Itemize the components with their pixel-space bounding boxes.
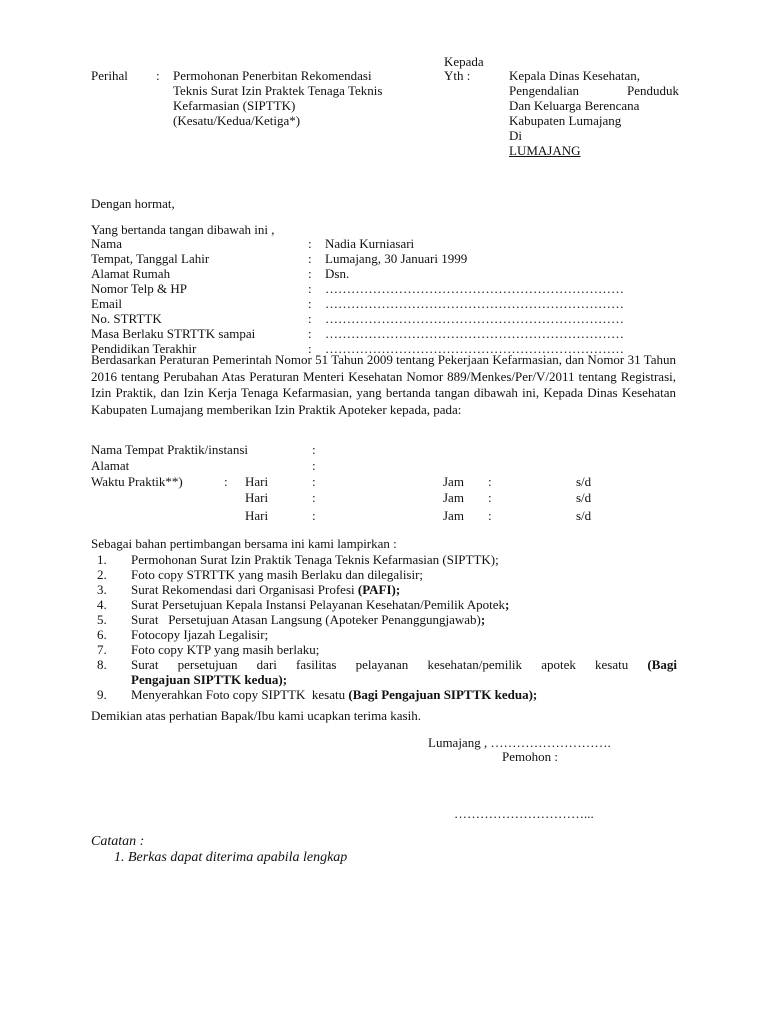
field-colon: : — [308, 326, 312, 341]
practice-table — [91, 442, 691, 522]
recipient-line: Kepala Dinas Kesehatan, — [509, 68, 641, 83]
list-item: 3. Surat Rekomendasi dari Organisasi Profesi (PAFI); — [97, 582, 401, 597]
applicant-table — [91, 236, 691, 356]
list-item: 8. Surat persetujuan dari fasilitas pelayanan kesehatan/pemilik apotek kesatu (Bagi Pengajuan SIPTTK kedua); — [97, 657, 677, 687]
alamat-label: Alamat — [91, 458, 130, 473]
jam-colon: : — [488, 490, 492, 505]
jam-colon: : — [488, 508, 492, 523]
applicant-row — [91, 251, 691, 266]
hari-label: Hari — [245, 474, 269, 489]
field-label: Nomor Telp & HP — [91, 281, 187, 296]
schedule-row — [91, 474, 691, 490]
recipient-line: Di — [509, 128, 522, 143]
subject-line: Permohonan Penerbitan Rekomendasi — [173, 68, 372, 83]
tempat-colon: : — [312, 442, 316, 457]
field-value: Lumajang, 30 Januari 1999 — [325, 251, 468, 266]
subject-line: Kefarmasian (SIPTTK) — [173, 98, 296, 113]
hari-colon: : — [312, 490, 316, 505]
field-value: Nadia Kurniasari — [325, 236, 415, 251]
practice-row — [91, 458, 691, 474]
hari-label: Hari — [245, 490, 269, 505]
jam-label: Jam — [443, 508, 464, 523]
recipient-block — [509, 68, 679, 158]
schedule-row — [91, 490, 691, 506]
applicant-row — [91, 326, 691, 341]
body-paragraph: Berdasarkan Peraturan Pemerintah Nomor 51 Tahun 2009 tentang Pekerjaan Kefarmasian, dan Nomor 31 Tahun 2016 tentang Perubahan Atas Peraturan Menteri Kesehatan Nomor 889/Menkes/Per/V/2011 tentang Registrasi, Izin Praktik, dan Izin Kerja Tenaga Kefarmasian, yang bertanda tangan dibawah ini, Kepada Dinas Kesehatan Kabupaten Lumajang memberikan Izin Praktik Apoteker kepada, pada: — [91, 352, 676, 417]
field-colon: : — [308, 296, 312, 311]
recipient-line: Kabupaten Lumajang — [509, 113, 622, 128]
applicant-row — [91, 266, 691, 281]
recipient-city: LUMAJANG — [509, 143, 581, 158]
sd-label: s/d — [576, 490, 592, 505]
field-colon: : — [308, 311, 312, 326]
practice-row — [91, 442, 691, 458]
kepada-label: Kepada — [444, 54, 484, 69]
attachments-list — [97, 552, 677, 702]
sd-label: s/d — [576, 508, 592, 523]
notes-item: 1. Berkas dapat diterima apabila lengkap — [114, 850, 348, 865]
waktu-label: Waktu Praktik**) — [91, 474, 183, 489]
waktu-colon: : — [224, 474, 228, 489]
signature-place-date: Lumajang , ………………………. — [428, 735, 611, 750]
jam-colon: : — [488, 474, 492, 489]
field-value: …………………………………………………………… — [325, 281, 624, 296]
field-value: Dsn. — [325, 266, 350, 281]
field-colon: : — [308, 281, 312, 296]
list-item: 5. Surat Persetujuan Atasan Langsung (Apoteker Penanggungjawab); — [97, 612, 486, 627]
field-value: …………………………………………………………… — [325, 341, 624, 356]
notes-title: Catatan : — [91, 834, 145, 849]
list-item: 1. Permohonan Surat Izin Praktik Tenaga Teknis Kefarmasian (SIPTTK); — [97, 552, 499, 567]
field-label: Nama — [91, 236, 123, 251]
jam-label: Jam — [443, 474, 464, 489]
list-item: 4. Surat Persetujuan Kepala Instansi Pelayanan Kesehatan/Pemilik Apotek; — [97, 597, 510, 612]
perihal-label: Perihal — [91, 68, 128, 83]
hari-label: Hari — [245, 508, 269, 523]
applicant-row — [91, 236, 691, 251]
salutation: Dengan hormat, — [91, 196, 175, 211]
field-colon: : — [308, 266, 312, 281]
intro-text: Yang bertanda tangan dibawah ini , — [91, 222, 275, 237]
field-label: Alamat Rumah — [91, 266, 171, 281]
field-value: …………………………………………………………… — [325, 326, 624, 341]
field-colon: : — [308, 236, 312, 251]
subject-block — [173, 68, 382, 128]
field-label: Email — [91, 296, 123, 311]
list-item: 7. Foto copy KTP yang masih berlaku; — [97, 642, 320, 657]
alamat-colon: : — [312, 458, 316, 473]
tempat-label: Nama Tempat Praktik/instansi — [91, 442, 248, 457]
perihal-colon: : — [156, 68, 160, 83]
hari-colon: : — [312, 474, 316, 489]
subject-line: Teknis Surat Izin Praktek Tenaga Teknis — [173, 83, 383, 98]
field-label: No. STRTTK — [91, 311, 162, 326]
attachments-intro: Sebagai bahan pertimbangan bersama ini kami lampirkan : — [91, 536, 397, 551]
applicant-row — [91, 281, 691, 296]
applicant-row — [91, 296, 691, 311]
list-item: 2. Foto copy STRTTK yang masih Berlaku dan dilegalisir; — [97, 567, 424, 582]
field-colon: : — [308, 341, 312, 356]
closing-text: Demikian atas perhatian Bapak/Ibu kami ucapkan terima kasih. — [91, 708, 421, 723]
signature-name-line: …………………………... — [454, 806, 594, 821]
applicant-row — [91, 311, 691, 326]
signature-role: Pemohon : — [502, 749, 558, 764]
field-label: Masa Berlaku STRTTK sampai — [91, 326, 256, 341]
field-label: Pendidikan Terakhir — [91, 341, 197, 356]
list-item: 6. Fotocopy Ijazah Legalisir; — [97, 627, 269, 642]
recipient-line: Pengendalian Penduduk — [509, 83, 679, 98]
jam-label: Jam — [443, 490, 464, 505]
hari-colon: : — [312, 508, 316, 523]
subject-line: (Kesatu/Kedua/Ketiga*) — [173, 113, 301, 128]
field-colon: : — [308, 251, 312, 266]
field-label: Tempat, Tanggal Lahir — [91, 251, 210, 266]
field-value: …………………………………………………………… — [325, 296, 624, 311]
schedule-row — [91, 508, 691, 524]
yth-label: Yth : — [444, 68, 471, 83]
recipient-line: Dan Keluarga Berencana — [509, 98, 640, 113]
field-value: …………………………………………………………… — [325, 311, 624, 326]
list-item: 9. Menyerahkan Foto copy SIPTTK kesatu (Bagi Pengajuan SIPTTK kedua); — [97, 687, 538, 702]
sd-label: s/d — [576, 474, 592, 489]
